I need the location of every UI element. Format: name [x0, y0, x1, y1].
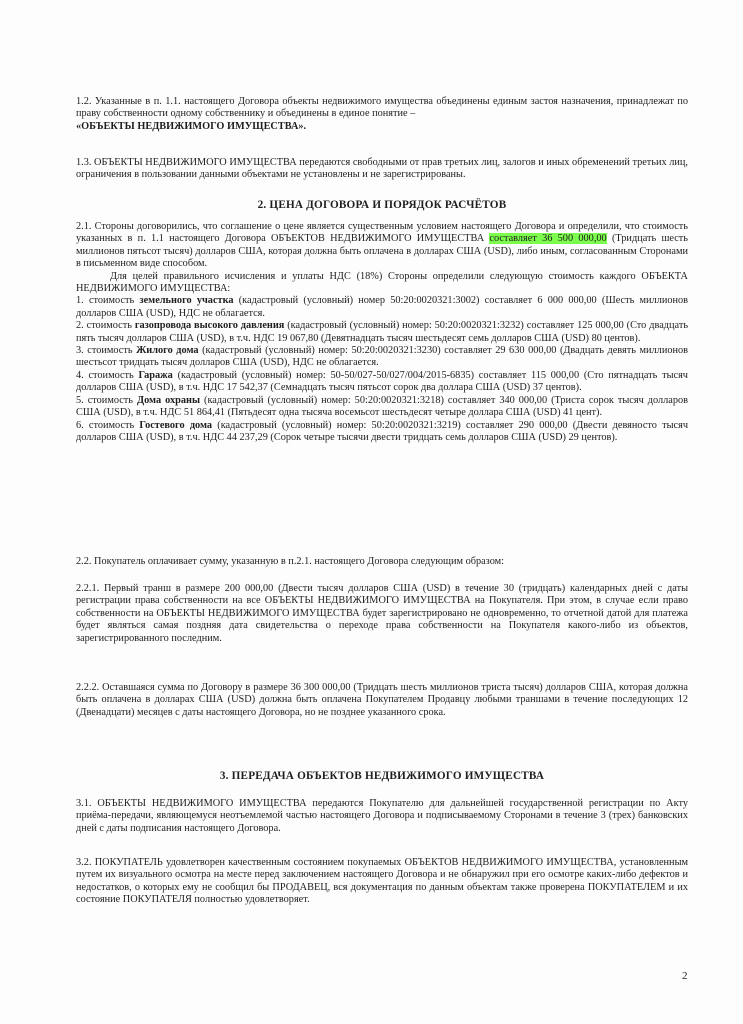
paragraph-2-2-1-text: 2.2.1. Первый транш в размере 200 000,00 (Двести тысяч долларов США (USD) в течение 30 (тридцать) календарных дней с даты регистрации права собственности на все ОБЪЕКТЫ НЕДВИЖИМОГО ИМУЩЕСТВА на Покупателя. При этом, в случае если право собственности на ОБЪЕКТЫ НЕДВИЖИМОГО ИМУЩЕСТВА будет зарегистрировано не одновременно, то отчетной датой для платежа будет являться самая поздняя дата свидетельства о переходе права собственности на Покупателя какого-либо из объектов, зарегистрированного последним. [76, 583, 688, 644]
price-item-4-object: Гаража [138, 369, 173, 381]
highlighted-price: составляет 36 500 000,00 [489, 233, 607, 245]
paragraph-2-2-text: 2.2. Покупатель оплачивает сумму, указанную в п.2.1. настоящего Договора следующим образом: [76, 556, 505, 567]
price-item-6-object: Гостевого дома [139, 419, 213, 431]
paragraph-2-2 [76, 556, 688, 568]
price-item-5-num: 5. стоимость [76, 394, 134, 406]
price-item-3-num: 3. стоимость [76, 345, 133, 357]
page-number: 2 [682, 970, 688, 982]
section-3-heading: 3. ПЕРЕДАЧА ОБЪЕКТОВ НЕДВИЖИМОГО ИМУЩЕСТВА [219, 770, 545, 782]
paragraph-2-2-2 [76, 682, 688, 719]
price-item-5-object: Дома охраны [137, 394, 201, 406]
price-item-4-text: (кадастровый (условный) номер: 50-50/027-50/027/004/2015-6835) составляет 115 000,00 (Сто пятнадцать тысяч долларов США (USD), в т.ч. НДС 17 542,37 (Семнадцать тысяч пятьсот сорок два доллара США (USD) 37 центов). [76, 369, 688, 394]
paragraph-1-2-line-b: назначения, принадлежат по праву собственности одному собственнику и объединены в единое понятие – [76, 96, 689, 120]
price-item-2 [76, 320, 688, 345]
paragraph-3-2-text: 3.2. ПОКУПАТЕЛЬ удовлетворен качественным состоянием покупаемых ОБЪЕКТОВ НЕДВИЖИМОГО ИМУЩЕСТВА, установленным путем их визуального осмотра на месте перед заключением настоящего Договора и не обнаружил при его осмотре каких-либо дефектов и недостатков, о которых ему не сообщил бы ПРОДАВЕЦ, вся документация по данным объектам также проверена ПОКУПАТЕЛЕМ и их состояние ПОКУПАТЕЛЯ полностью удовлетворяет. [76, 857, 688, 906]
price-item-5-text: (кадастровый (условный) номер: 50:20:0020321:3218) составляет 340 000,00 (Триста сорок тысяч долларов США (USD), в т.ч. НДС 51 864,41 (Пятьдесят одна тысяча восемьсот шестьдесят четыре доллара США (USD) 41 цент). [76, 394, 689, 419]
price-item-4 [76, 370, 688, 395]
price-item-2-num: 2. стоимость [76, 320, 132, 332]
price-item-5 [76, 395, 688, 420]
paragraph-1-2-term: «ОБЪЕКТЫ НЕДВИЖИМОГО ИМУЩЕСТВА». [76, 120, 307, 132]
price-item-2-object: газопровода высокого давления [134, 320, 285, 332]
price-item-1 [76, 295, 688, 320]
price-item-6-num: 6. стоимость [76, 419, 135, 431]
paragraph-2-1-intro: 2.1. Стороны договорились, что соглашение о цене является существенным условием настоящего Договора и определили, что стоимость указанных в п. 1.1 настоящего Договора [76, 221, 688, 245]
paragraph-2-2-1 [76, 583, 688, 645]
price-item-2-text: (кадастровый (условный) номер: 50:20:0020321:3232) составляет 125 000,00 (Сто двадцать пять тысяч долларов США (USD), в т.ч. НДС 19 067,80 (Девятнадцать тысяч шестьдесят семь долларов США (USD) 80 центов). [76, 320, 689, 344]
paragraph-3-2 [76, 857, 688, 907]
price-item-1-num: 1. стоимость [76, 295, 135, 307]
paragraph-3-1-text: 3.1. ОБЪЕКТЫ НЕДВИЖИМОГО ИМУЩЕСТВА передаются Покупателю для дальнейшей государственной регистрации по Акту приёма-передачи, являющемуся неотъемлемой частью настоящего Договора и подписываемому Сторонами в течение 3 (трех) банковских дней с даты подписания настоящего Договора. [76, 798, 688, 834]
paragraph-2-2-2-text: 2.2.2. Оставшаяся сумма по Договору в размере 36 300 000,00 (Тридцать шесть миллионов триста тысяч) долларов США, которая должна быть оплачена в долларах США (USD) должна быть оплачена Покупателем Продавцу любыми траншами в течение последующих 12 (Двенадцати) месяцев с даты настоящего Договора, но не позднее указанного срока. [76, 682, 688, 718]
paragraph-3-1 [76, 798, 688, 835]
price-item-1-object: земельного участка [139, 295, 234, 307]
paragraph-1-3-text: 1.3. ОБЪЕКТЫ НЕДВИЖИМОГО ИМУЩЕСТВА передаются свободными от прав третьих лиц, залогов и иных обременений третьих лиц, ограничения в пользовании данными объектами не установлены и не зарегистрированы. [76, 157, 688, 181]
section-2-heading: 2. ЦЕНА ДОГОВОРА И ПОРЯДОК РАСЧЁТОВ [257, 199, 507, 211]
price-item-3 [76, 345, 688, 370]
paragraph-2-1-price-words: (Тридцать шесть миллионов пятьсот тысяч) долларов США, которая должна быть оплачена в долларах США (USD), либо иным, согласованным Сторонами в письменном виде способом. [76, 233, 688, 270]
price-item-3-text: (кадастровый (условный) номер: 50:20:0020321:3230) составляет 29 630 000,00 (Двадцать девять миллионов шестьсот тридцать тысяч долларов США (USD), НДС не облагается. [76, 345, 689, 369]
paragraph-2-1 [76, 221, 688, 444]
paragraph-1-2 [76, 96, 688, 133]
paragraph-2-1-objects: ОБЪЕКТОВ НЕДВИЖИМОГО ИМУЩЕСТВА [270, 233, 485, 245]
price-item-4-num: 4. стоимость [76, 369, 134, 381]
paragraph-2-1-vat-note: Для целей правильного исчисления и уплаты НДС (18%) Стороны определили следующую стоимость каждого ОБЪЕКТА НЕДВИЖИМОГО ИМУЩЕСТВА: [76, 270, 688, 295]
price-item-1-text: (кадастровый (условный) номер 50:20:0020321:3002) составляет 6 000 000,00 (Шесть миллионов долларов США (USD), НДС не облагается. [76, 295, 689, 319]
price-item-3-object: Жилого дома [136, 345, 199, 357]
paragraph-1-3 [76, 157, 688, 182]
price-item-6 [76, 420, 688, 445]
paragraph-1-2-line-a: 1.2. Указанные в п. 1.1. настоящего Договора объекты недвижимого имущества объединены единым застоя [76, 96, 558, 107]
price-item-6-text: (кадастровый (условный) номер: 50:20:0020321:3219) составляет 290 000,00 (Двести девяносто тысяч долларов США (USD), в т.ч. НДС 44 237,29 (Сорок четыре тысячи двести тридцать семь долларов США (USD) 29 центов). [76, 419, 689, 443]
